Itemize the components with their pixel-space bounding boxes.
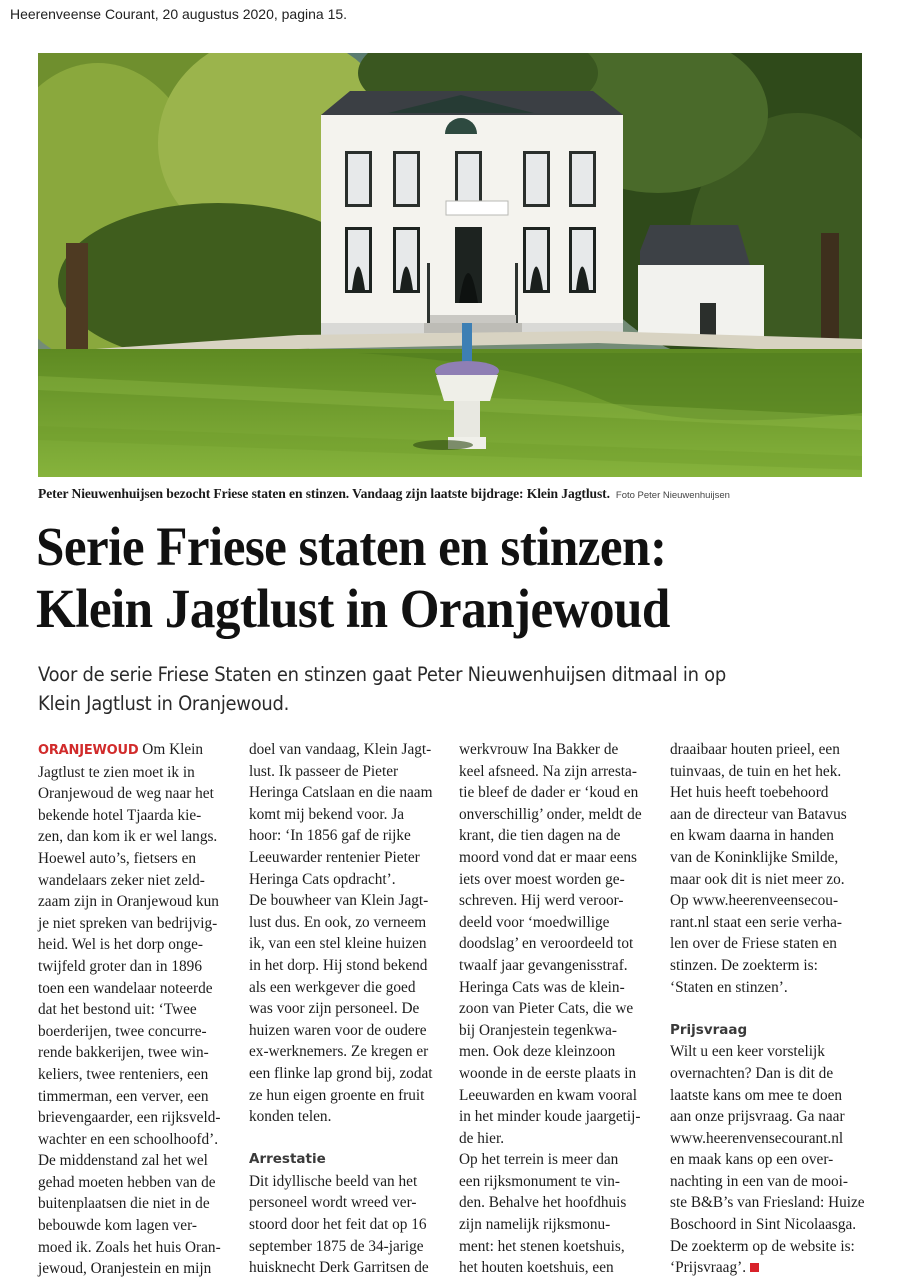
- body-line: deeld voor ‘moedwillige: [459, 913, 610, 931]
- body-line: toen een wandelaar noteerde: [38, 979, 213, 997]
- body-line: Heringa Cats opdracht’.: [249, 870, 396, 888]
- body-line: ‘Staten en stinzen’.: [670, 978, 788, 996]
- body-line: jewoud, Oranjestein en mijn: [38, 1260, 212, 1278]
- body-line: Jagtlust te zien moet ik in: [38, 763, 195, 781]
- body-line: huisknecht Derk Garritsen de: [249, 1259, 429, 1277]
- body-line: in het minder koude jaargetij-: [459, 1108, 641, 1126]
- body-line: nachting in een van de mooi-: [670, 1172, 848, 1190]
- subhead-arrestatie: Arrestatie: [249, 1151, 326, 1168]
- body-line: moord vond dat er maar eens: [459, 848, 637, 866]
- body-line: aan de directeur van Batavus: [670, 805, 847, 823]
- body-line: huizen waren voor de oudere: [249, 1021, 427, 1039]
- source-line: Heerenveense Courant, 20 augustus 2020, pagina 15.: [10, 6, 348, 22]
- body-line: ze hun eigen groente en fruit: [249, 1086, 425, 1104]
- body-line: wandelaars zeker niet zeld-: [38, 871, 205, 889]
- body-line: een rijksmonument te vin-: [459, 1172, 621, 1190]
- body-line: stinzen. De zoekterm is:: [670, 956, 818, 974]
- body-line: Boschoord in Sint Nicolaasga.: [670, 1216, 857, 1234]
- body-line: twaalf jaar gevangenisstraf.: [459, 956, 628, 974]
- body-line: den. Behalve het hoofdhuis: [459, 1194, 627, 1212]
- body-line: De bouwheer van Klein Jagt-: [249, 892, 429, 910]
- headline-line-1: Serie Friese staten en stinzen:: [36, 516, 667, 577]
- body-line: lust dus. En ook, zo verneem: [249, 913, 427, 931]
- body-line: keliers, twee renteniers, een: [38, 1065, 209, 1083]
- body-line: rende bakkerijen, twee win-: [38, 1044, 209, 1062]
- body-line: ik, van een stel kleine huizen: [249, 935, 427, 953]
- body-line: was voor zijn personeel. De: [249, 1000, 420, 1018]
- body-text: Om Klein: [138, 741, 204, 758]
- body-line: konden telen.: [249, 1108, 332, 1126]
- body-line: Wilt u een keer vorstelijk: [670, 1043, 825, 1061]
- body-line: Hoewel auto’s, fietsers en: [38, 849, 197, 867]
- body-line: als een werkgever die goed: [249, 978, 416, 996]
- body-line: schreven. Hij werd veroor-: [459, 892, 624, 910]
- body-line: len over de Friese staten en: [670, 935, 837, 953]
- body-line: men. Ook deze kleinzoon: [459, 1043, 616, 1061]
- body-line: doodslag’ en veroordeeld tot: [459, 935, 634, 953]
- body-line: en maak kans op een over-: [670, 1151, 834, 1169]
- body-line: Leeuwarder rentenier Pieter: [249, 848, 420, 866]
- body-line: zen, dan kom ik er wel langs.: [38, 828, 218, 846]
- body-line: je niet spreken van bedrijvig-: [38, 914, 218, 932]
- body-line: september 1875 de 34-jarige: [249, 1237, 424, 1255]
- article-body: [38, 739, 868, 1278]
- column-3: [459, 739, 657, 1279]
- body-line: krant, die tien dagen na de: [459, 827, 621, 845]
- body-line: doel van vandaag, Klein Jagt-: [249, 741, 432, 758]
- body-line: De middenstand zal het wel: [38, 1152, 208, 1170]
- dateline: ORANJEWOUD: [38, 743, 139, 758]
- body-line: bekende hotel Tjaarda kie-: [38, 806, 202, 824]
- body-line: hoor: ‘In 1856 gaf de rijke: [249, 827, 411, 845]
- body-line: bebouwde kom lagen ver-: [38, 1217, 197, 1235]
- body-line: brievengaarder, een rijksveld-: [38, 1109, 221, 1127]
- headline-line-2: Klein Jagtlust in Oranjewoud: [36, 578, 670, 639]
- body-line: van de Koninklijke Smilde,: [670, 848, 839, 866]
- body-line: dat het bestond uit: ‘Twee: [38, 1001, 197, 1019]
- headline: [36, 516, 817, 640]
- body-line: zoon van Pieter Cats, die we: [459, 1000, 634, 1018]
- body-line: [38, 739, 236, 762]
- paragraph-gap: [249, 1128, 447, 1150]
- caption-text: Peter Nieuwenhuijsen bezocht Friese staten en stinzen. Vandaag zijn laatste bijdrage: Klein Jagtlust.: [38, 486, 610, 501]
- body-line: tuinvaas, de tuin en het hek.: [670, 762, 842, 780]
- body-line: het houten koetshuis, een: [459, 1259, 614, 1277]
- body-line: laatste kans om mee te doen: [670, 1086, 843, 1104]
- body-line: personeel wordt wreed ver-: [249, 1194, 417, 1212]
- body-line: gehad moeten hebben van de: [38, 1173, 216, 1191]
- body-line: ex-werknemers. Ze kregen er: [249, 1043, 429, 1061]
- body-line: Heringa Cats was de klein-: [459, 978, 625, 996]
- column-4: [670, 739, 868, 1279]
- subhead-prijsvraag: Prijsvraag: [670, 1021, 748, 1038]
- photo-credit: Foto Peter Nieuwenhuijsen: [615, 490, 730, 501]
- body-line: Op het terrein is meer dan: [459, 1151, 619, 1169]
- column-1: [38, 739, 236, 1280]
- manor-house-photo: [38, 53, 862, 477]
- body-line: de hier.: [459, 1129, 505, 1147]
- body-line: iets over moest worden ge-: [459, 870, 625, 888]
- body-line: heid. Wel is het dorp onge-: [38, 936, 204, 954]
- body-line: draaibaar houten prieel, een: [670, 741, 840, 758]
- body-line: overnachten? Dan is dit de: [670, 1064, 834, 1082]
- body-line: lust. Ik passeer de Pieter: [249, 762, 399, 780]
- body-line: bij Oranjestein tegenkwa-: [459, 1021, 618, 1039]
- body-line: Dit idyllische beeld van het: [249, 1172, 418, 1190]
- body-line: Oranjewoud de weg naar het: [38, 785, 214, 803]
- body-line: maar ook dit is niet meer zo.: [670, 870, 845, 888]
- body-line: zijn namelijk rijksmonu-: [459, 1216, 611, 1234]
- body-line: buitenplaatsen die niet in de: [38, 1195, 210, 1213]
- body-line: in het dorp. Hij stond bekend: [249, 956, 428, 974]
- photo-caption: [38, 485, 868, 503]
- body-line: werkvrouw Ina Bakker de: [459, 741, 619, 758]
- body-line: Heringa Catslaan en die naam: [249, 784, 433, 802]
- body-line: Leeuwarden en kwam vooral: [459, 1086, 637, 1104]
- body-line: De zoekterm op de website is:: [670, 1237, 855, 1255]
- intro-line-2: Klein Jagtlust in Oranjewoud.: [38, 692, 290, 715]
- body-line: ste B&B’s van Friesland: Huize: [670, 1194, 865, 1212]
- body-line: en kwam daarna in handen: [670, 827, 834, 845]
- intro-line-1: Voor de serie Friese Staten en stinzen gaat Peter Nieuwenhuijsen ditmaal in op: [38, 663, 726, 686]
- body-line: komt mij bekend voor. Ja: [249, 805, 405, 823]
- body-line: wachter en een schoolhoofd’.: [38, 1130, 219, 1148]
- body-line: ment: het stenen koetshuis,: [459, 1237, 625, 1255]
- body-line: twijfeld groter dan in 1896: [38, 957, 202, 975]
- body-line: moed ik. Zoals het huis Oran-: [38, 1238, 221, 1256]
- body-line: timmerman, een verver, een: [38, 1087, 209, 1105]
- column-2: [249, 739, 447, 1279]
- body-line: tie bleef de dader er ‘koud en: [459, 784, 639, 802]
- body-line: keel afsneed. Na zijn arresta-: [459, 762, 637, 780]
- body-line: rant.nl staat een serie verha-: [670, 913, 843, 931]
- body-line: aan onze prijsvraag. Ga naar: [670, 1108, 845, 1126]
- paragraph-gap: [670, 998, 868, 1020]
- intro-paragraph: [38, 660, 868, 718]
- article-photo: [38, 53, 862, 477]
- body-line: Op www.heerenveensecou-: [670, 892, 839, 910]
- end-of-article-mark: [750, 1263, 759, 1272]
- body-line: stoord door het feit dat op 16: [249, 1216, 427, 1234]
- body-line: woonde in de eerste plaats in: [459, 1064, 637, 1082]
- body-line: www.heerenvensecourant.nl: [670, 1129, 844, 1147]
- body-line: onverschillig’ onder, meldt de: [459, 805, 642, 823]
- body-line: Het huis heeft toebehoord: [670, 784, 829, 802]
- body-line: zaam zijn in Oranjewoud kun: [38, 893, 219, 911]
- body-line: ‘Prijsvraag’.: [670, 1257, 868, 1279]
- body-line: boerderijen, twee concurre-: [38, 1022, 207, 1040]
- body-line: een flinke lap grond bij, zodat: [249, 1064, 433, 1082]
